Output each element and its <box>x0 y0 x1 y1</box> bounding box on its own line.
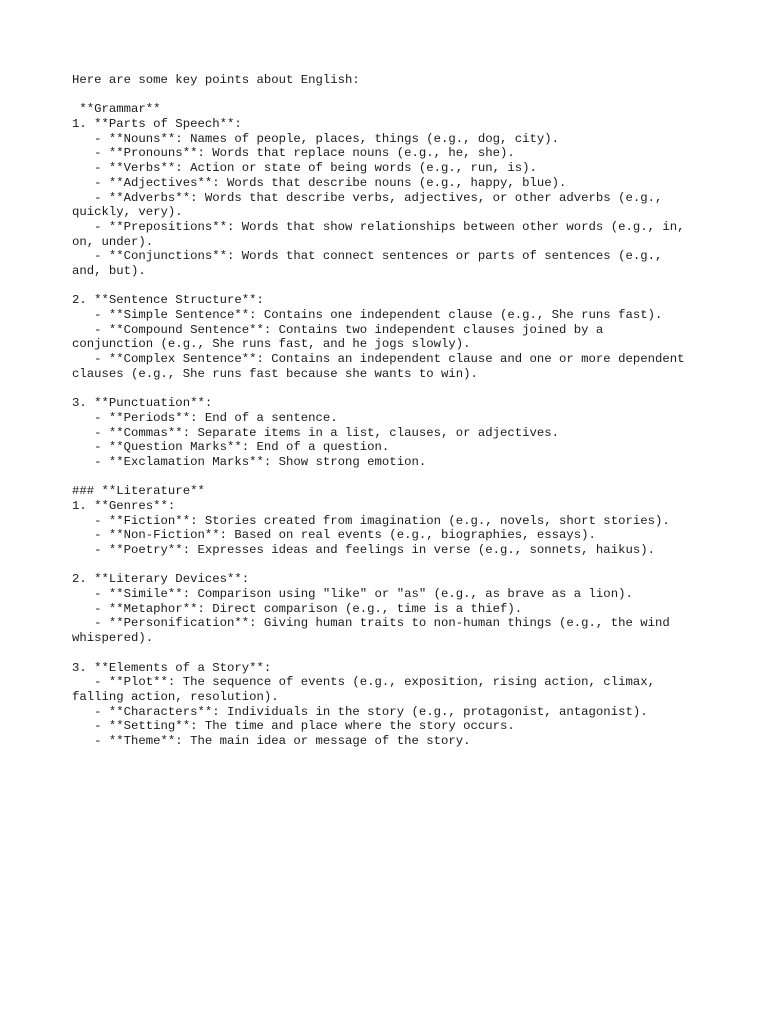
list-item-setting: - **Setting**: The time and place where the story occurs. <box>72 719 515 734</box>
list-item-periods: - **Periods**: End of a sentence. <box>72 410 338 425</box>
list-item-prepositions-continued: on, under). <box>72 234 154 249</box>
list-item-plot: - **Plot**: The sequence of events (e.g., exposition, rising action, climax, <box>72 675 655 690</box>
blank-line <box>72 558 712 573</box>
list-item-question-marks: - **Question Marks**: End of a question. <box>72 440 390 455</box>
section-heading-grammar: **Grammar** <box>72 102 161 117</box>
list-item-theme: - **Theme**: The main idea or message of the story. <box>72 733 471 748</box>
subheading-punctuation: 3. **Punctuation**: <box>72 396 213 411</box>
blank-line <box>72 646 712 661</box>
list-item-personification-continued: whispered). <box>72 631 154 646</box>
list-item-simple-sentence: - **Simple Sentence**: Contains one independent clause (e.g., She runs fast). <box>72 308 663 322</box>
list-item-prepositions: - **Prepositions**: Words that show relationships between other words (e.g., in, <box>72 219 685 234</box>
list-item-complex-sentence-continued: clauses (e.g., She runs fast because she wants to win). <box>72 366 478 381</box>
blank-line <box>72 279 712 294</box>
list-item-complex-sentence: - **Complex Sentence**: Contains an independent clause and one or more dependent <box>72 352 685 367</box>
list-item-exclamation-marks: - **Exclamation Marks**: Show strong emotion. <box>72 454 427 469</box>
list-item-adverbs: - **Adverbs**: Words that describe verbs, adjectives, or other adverbs (e.g., <box>72 190 663 205</box>
list-item-simile: - **Simile**: Comparison using "like" or "as" (e.g., as brave as a lion). <box>72 587 633 602</box>
subheading-genres: 1. **Genres**: <box>72 498 176 513</box>
list-item-conjunctions: - **Conjunctions**: Words that connect sentences or parts of sentences (e.g., <box>72 249 663 264</box>
list-item-characters: - **Characters**: Individuals in the story (e.g., protagonist, antagonist). <box>72 704 648 719</box>
subheading-sentence-structure: 2. **Sentence Structure**: <box>72 293 264 308</box>
blank-line <box>72 470 712 485</box>
document-body <box>72 73 712 749</box>
section-heading-literature: ### **Literature** <box>72 484 205 499</box>
list-item-metaphor: - **Metaphor**: Direct comparison (e.g., time is a thief). <box>72 601 523 616</box>
list-item-adverbs-continued: quickly, very). <box>72 205 183 220</box>
list-item-fiction: - **Fiction**: Stories created from imagination (e.g., novels, short stories). <box>72 513 670 528</box>
blank-line <box>72 381 712 396</box>
list-item-personification: - **Personification**: Giving human traits to non-human things (e.g., the wind <box>72 616 670 631</box>
list-item-compound-sentence-continued: conjunction (e.g., She runs fast, and he jogs slowly). <box>72 337 471 352</box>
list-item-compound-sentence: - **Compound Sentence**: Contains two independent clauses joined by a <box>72 322 604 337</box>
list-item-non-fiction: - **Non-Fiction**: Based on real events (e.g., biographies, essays). <box>72 528 596 543</box>
list-item-verbs: - **Verbs**: Action or state of being words (e.g., run, is). <box>72 161 537 176</box>
subheading-elements-of-a-story: 3. **Elements of a Story**: <box>72 660 272 675</box>
list-item-nouns: - **Nouns**: Names of people, places, things (e.g., dog, city). <box>72 131 560 146</box>
list-item-conjunctions-continued: and, but). <box>72 263 146 278</box>
list-item-plot-continued: falling action, resolution). <box>72 689 279 704</box>
list-item-adjectives: - **Adjectives**: Words that describe nouns (e.g., happy, blue). <box>72 175 567 190</box>
subheading-literary-devices: 2. **Literary Devices**: <box>72 572 250 587</box>
list-item-poetry: - **Poetry**: Expresses ideas and feelings in verse (e.g., sonnets, haikus). <box>72 543 655 557</box>
intro-line: Here are some key points about English: <box>72 73 360 87</box>
blank-line <box>72 88 712 103</box>
list-item-pronouns: - **Pronouns**: Words that replace nouns (e.g., he, she). <box>72 146 515 161</box>
list-item-commas: - **Commas**: Separate items in a list, clauses, or adjectives. <box>72 425 560 440</box>
subheading-parts-of-speech: 1. **Parts of Speech**: <box>72 117 242 132</box>
